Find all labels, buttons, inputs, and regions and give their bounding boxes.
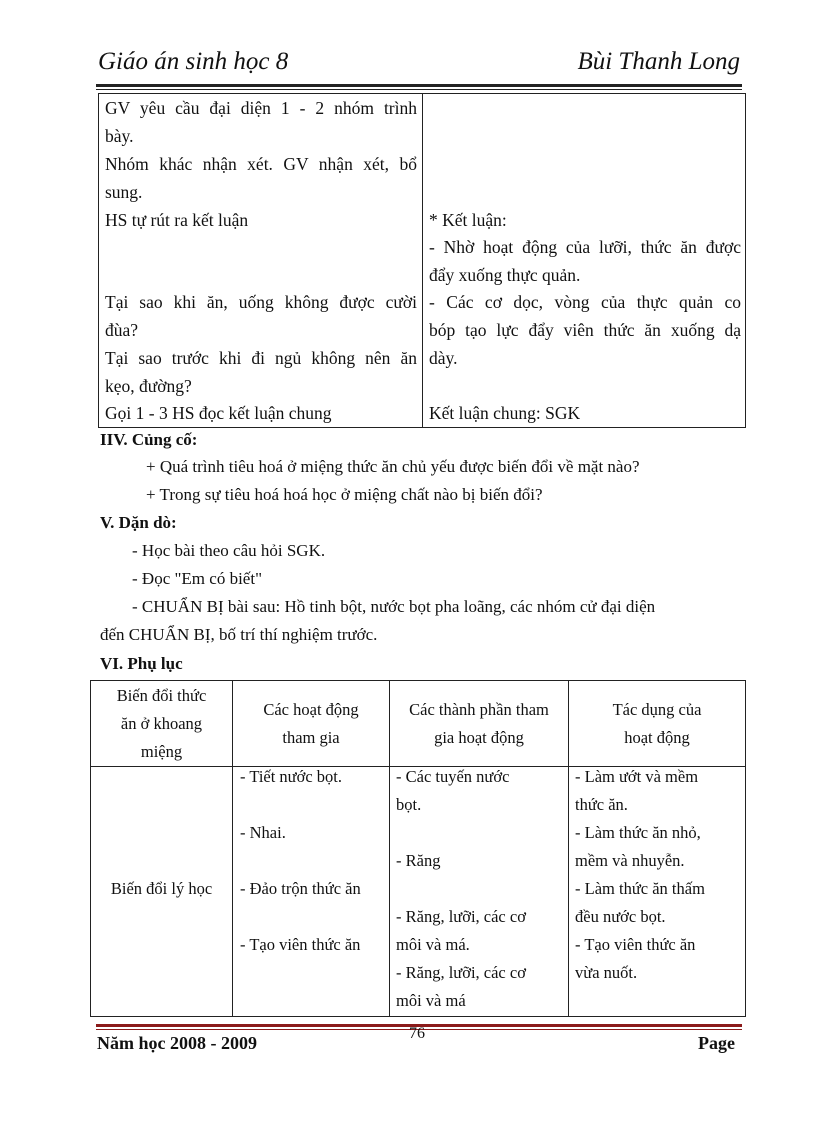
general-conclusion [429, 399, 741, 427]
text-line: - Răng, lưỡi, các cơ [396, 963, 526, 982]
text-line: Tại sao trước khi đi ngủ không nên ăn [105, 348, 417, 368]
activity-chewing: - Nhai. [240, 823, 286, 842]
conclusion-tongue [429, 233, 741, 289]
text-line: môi và má [396, 991, 466, 1010]
text-line: - Làm ướt và mềm [575, 767, 699, 786]
text-line: Biến đổi thức [116, 685, 207, 705]
header-rule-thin [96, 89, 742, 90]
page-number: 76 [409, 1025, 425, 1042]
section-title-homework: V. Dặn dò: [100, 513, 177, 532]
header-author: Bùi Thanh Long [577, 48, 740, 75]
text-line: môi và má. [396, 935, 470, 954]
question-laughing [105, 288, 417, 344]
column-divider [422, 94, 423, 427]
text-line: ăn ở khoang [120, 713, 203, 733]
text-line: - Làm thức ăn thấm [575, 879, 705, 898]
student-conclusion [105, 206, 417, 234]
component-glands [396, 763, 509, 819]
activity-mixing: - Đảo trộn thức ăn [240, 879, 361, 898]
consolidation-question-1: + Quá trình tiêu hoá ở miệng thức ăn chủ yếu được biến đổi về mặt nào? [146, 457, 640, 476]
text-line: dày. [429, 348, 458, 368]
conclusion-heading [429, 206, 741, 234]
appendix-table [90, 680, 746, 1017]
text-line: Tại sao khi ăn, uống không được cười [105, 292, 417, 312]
header-subject: Giáo án sinh học 8 [98, 48, 289, 75]
text-line: HS tự rút ra kết luận [105, 210, 249, 230]
homework-item-3: - CHUẨN BỊ bài sau: Hồ tinh bột, nước bọt pha loãng, các nhóm cử đại diện [132, 597, 656, 616]
section-title-appendix: VI. Phụ lục [100, 654, 183, 673]
activity-saliva: - Tiết nước bọt. [240, 767, 343, 786]
text-line: - Nhờ hoạt động của lưỡi, thức ăn được [429, 237, 741, 257]
header-activities [233, 681, 389, 766]
footer-school-year: Năm học 2008 - 2009 [97, 1033, 257, 1053]
activity-table [98, 93, 746, 428]
text-line: Kết luận chung: SGK [429, 403, 581, 423]
header-effects [569, 681, 745, 766]
activity-bolus: - Tạo viên thức ăn [240, 935, 361, 954]
header-rule [96, 84, 742, 87]
text-line: hoạt động [624, 727, 690, 747]
text-line: bóp tạo lực đẩy viên thức ăn xuống dạ [429, 320, 741, 340]
text-line: bày. [105, 126, 134, 146]
group-review [105, 150, 417, 206]
text-line: kẹo, đường? [105, 376, 192, 396]
text-line: đều nước bọt. [575, 907, 666, 926]
header-components [390, 681, 568, 766]
text-line: thức ăn. [575, 795, 628, 814]
effect-soak [575, 875, 705, 931]
component-teeth-tongue [396, 903, 526, 959]
row-label-physical: Biến đổi lý học [110, 879, 213, 898]
teacher-request [105, 94, 417, 150]
text-line: Gọi 1 - 3 HS đọc kết luận chung [105, 403, 332, 423]
question-candy [105, 344, 417, 400]
text-line: - Răng [396, 851, 441, 870]
text-line: GV yêu cầu đại diện 1 - 2 nhóm trình [105, 98, 417, 118]
header-transformation [91, 681, 232, 766]
footer-page-label: Page [698, 1033, 735, 1053]
effect-grind [575, 819, 701, 875]
text-line: bọt. [396, 795, 422, 814]
text-line: - Răng, lưỡi, các cơ [396, 907, 526, 926]
text-line: - Tạo viên thức ăn [575, 935, 696, 954]
consolidation-question-2: + Trong sự tiêu hoá hoá học ở miệng chất nào bị biến đổi? [146, 485, 543, 504]
component-teeth [396, 847, 440, 875]
text-line: gia hoạt động [434, 727, 524, 747]
text-line: vừa nuốt. [575, 963, 638, 982]
text-line: - Các cơ dọc, vòng của thực quản co [429, 292, 741, 312]
component-teeth-tongue-2 [396, 959, 526, 1015]
effect-swallow [575, 931, 695, 987]
read-conclusion [105, 399, 417, 427]
conclusion-esophagus [429, 288, 741, 372]
text-line: tham gia [282, 727, 340, 747]
text-line: - Các tuyến nước [396, 767, 510, 786]
homework-item-1: - Học bài theo câu hỏi SGK. [132, 541, 326, 560]
text-line: đẩy xuống thực quản. [429, 265, 581, 285]
text-line: Các hoạt động [263, 699, 359, 719]
effect-moisten [575, 763, 698, 819]
text-line: sung. [105, 182, 143, 202]
text-line: đùa? [105, 320, 139, 340]
text-line: * Kết luận: [429, 210, 507, 230]
text-line: Các thành phần tham [409, 699, 549, 719]
text-line: mềm và nhuyễn. [575, 851, 685, 870]
text-line: Nhóm khác nhận xét. GV nhận xét, bổ [105, 154, 417, 174]
homework-item-2: - Đọc "Em có biết" [132, 569, 263, 588]
text-line: Tác dụng của [612, 699, 702, 719]
text-line: - Làm thức ăn nhỏ, [575, 823, 701, 842]
text-line: miệng [140, 741, 183, 761]
homework-item-3-cont: đến CHUẨN BỊ, bố trí thí nghiệm trước. [100, 625, 378, 644]
section-title-consolidation: IIV. Củng cố: [100, 430, 198, 449]
page-header [96, 46, 740, 80]
